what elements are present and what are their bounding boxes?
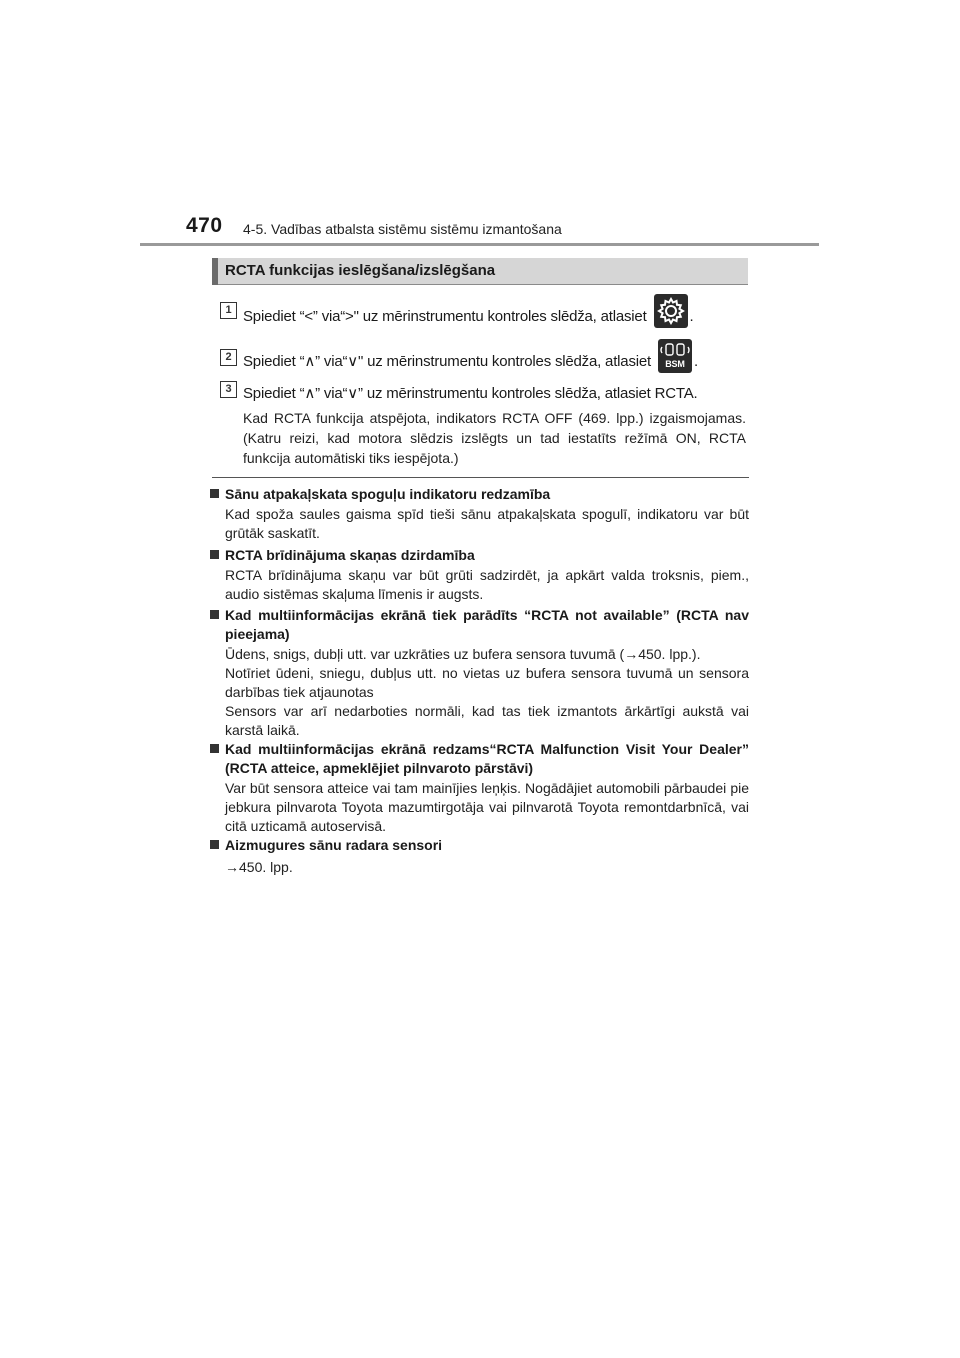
step-number-1: 1 [220, 302, 237, 319]
gear-settings-icon [654, 294, 688, 328]
info-block-malfunction [210, 740, 749, 836]
step-text-2 [243, 351, 698, 373]
info-block-mirror-visibility [210, 485, 749, 543]
step-text-3: Spiediet “∧” via“∨” uz mērinstrumentu kontroles slēdža, atlasiet RCTA. [243, 385, 698, 402]
block-body: Var būt sensora atteice vai tam mainījies leņķis. Nogādājiet automobili pārbaudei pie jebkura pilnvarota Toyota mazumtirgotāja vai pilnvarotā Toyota remontdarbnīcā, vai citā uzticamā autoservisā. [225, 780, 749, 834]
section-header [212, 258, 748, 285]
content-divider [212, 477, 749, 478]
step-number-3: 3 [220, 381, 237, 398]
bsm-icon [658, 339, 692, 373]
block-title: Sānu atpakaļskata spoguļu indikatoru redzamība [225, 486, 551, 502]
block-body: Ūdens, snigs, dubļi utt. var uzkrāties uz bufera sensora tuvumā (→450. lpp.). Notīriet ūdeni, sniegu, dubļus utt. no vietas uz bufera sensora tuvumā un sensora darbības tiek atjaunotas Sensors var arī nedarboties normāli, kad tas tiek izmantots ārkārtīgi aukstā vai karstā laikā. [225, 646, 749, 738]
info-block-not-available [210, 606, 749, 740]
bullet-square-icon [210, 610, 219, 619]
block-body: RCTA brīdinājuma skaņu var būt grūti sadzirdēt, ja apkārt valda troksnis, piem., audio sistēmas skaļuma līmenis ir augsts. [225, 567, 749, 602]
step-2-text: Spiediet “∧” via“∨" uz mērinstrumentu kontroles slēdža, atlasiet [243, 352, 651, 370]
section-title: RCTA funkcijas ieslēgšana/izslēgšana [225, 262, 496, 279]
step-2-end: . [693, 352, 698, 370]
info-block-sound-audibility [210, 546, 749, 604]
section-stripe [212, 258, 218, 285]
step-1-end: . [689, 307, 694, 325]
block-title: RCTA brīdinājuma skaņas dzirdamība [225, 547, 475, 563]
step-note: Kad RCTA funkcija atspējota, indikators RCTA OFF (469. lpp.) izgaismojamas. (Katru reizi, kad motora slēdzis izslēgts un tad iestatīts režīmā ON, RCTA funkcija automātiski tiks iespējota.) [243, 410, 746, 466]
step-1-text: Spiediet “<” via“>" uz mērinstrumentu kontroles slēdža, atlasiet [243, 307, 647, 325]
block-title: Kad multiinformācijas ekrānā tiek parādīts “RCTA not available” (RCTA nav pieejama) [225, 607, 749, 642]
info-block-radar-sensors [210, 836, 749, 877]
block-title: Kad multiinformācijas ekrānā redzams“RCTA Malfunction Visit Your Dealer” (RCTA atteice, apmeklējiet pilnvaroto pārstāvi) [225, 741, 749, 776]
bsm-icon-label: BSM [665, 359, 685, 369]
header-divider [140, 243, 819, 246]
block-body: →450. lpp. [225, 859, 293, 875]
block-body: Kad spoža saules gaisma spīd tieši sānu atpakaļskata spogulī, indikatoru var būt grūtāk saskatīt. [225, 506, 749, 541]
bullet-square-icon [210, 550, 219, 559]
bullet-square-icon [210, 840, 219, 849]
bullet-square-icon [210, 744, 219, 753]
block-title: Aizmugures sānu radara sensori [225, 837, 443, 853]
step-number-2: 2 [220, 349, 237, 366]
bullet-square-icon [210, 489, 219, 498]
step-text-1 [243, 306, 693, 328]
page-number: 470 [186, 214, 223, 237]
chapter-title: 4-5. Vadības atbalsta sistēmu sistēmu izmantošana [243, 221, 562, 237]
